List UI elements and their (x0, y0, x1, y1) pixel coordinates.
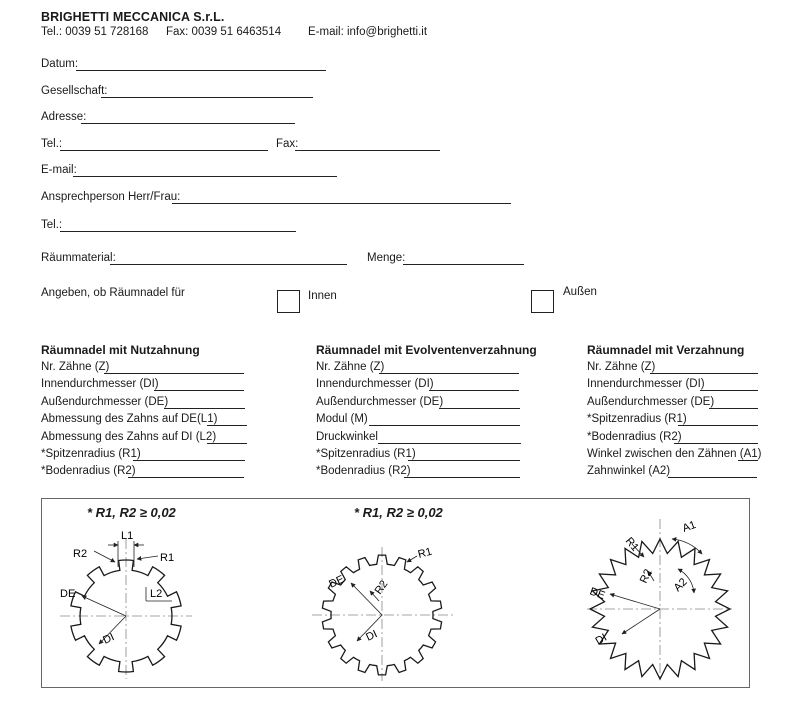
datum-field[interactable] (76, 70, 326, 71)
col2-item-druckwinkel: Druckwinkel (316, 431, 378, 443)
col1-item-r1: *Spitzenradius (R1) (41, 448, 141, 460)
col1-field-di[interactable] (154, 390, 244, 391)
col3-field-z[interactable] (650, 373, 758, 374)
col3-field-a1[interactable] (738, 460, 758, 461)
label-di-d2: DI (364, 628, 380, 644)
fax-label: Fax: (276, 138, 299, 150)
col1-item-de: Außendurchmesser (DE) (41, 396, 169, 408)
col3-field-a2[interactable] (668, 477, 757, 478)
col1-item-r2: *Bodenradius (R2) (41, 465, 136, 477)
ansprechperson-field[interactable] (172, 203, 511, 204)
aussen-checkbox[interactable] (531, 290, 554, 313)
col2-title: Räumnadel mit Evolventenverzahnung (316, 343, 537, 357)
diagram-canvas (42, 499, 751, 689)
col3-item-r1: *Spitzenradius (R1) (587, 413, 687, 425)
aussen-label: Außen (563, 286, 597, 298)
label-di-d3: DI (593, 631, 610, 648)
formula-2: * R1, R2 ≥ 0,02 (354, 505, 443, 520)
col2-field-de[interactable] (439, 408, 520, 409)
diagram-frame (41, 498, 750, 688)
col1-item-di: Innendurchmesser (DI) (41, 378, 159, 390)
label-l1: L1 (121, 530, 134, 542)
tel-label: Tel.: (41, 138, 63, 150)
col2-item-r1: *Spitzenradius (R1) (316, 448, 416, 460)
col2-item-di: Innendurchmesser (DI) (316, 378, 434, 390)
col3-item-a2: Zahnwinkel (A2) (587, 465, 671, 477)
tel-field[interactable] (60, 150, 268, 151)
label-a1: A1 (680, 518, 698, 535)
label-r2-d3: R2 (637, 567, 655, 586)
email-label: E-mail: (41, 164, 77, 176)
involute-diagram (312, 546, 454, 681)
col1-field-l1[interactable] (207, 425, 247, 426)
col3-field-di[interactable] (700, 390, 758, 391)
label-a2: A2 (671, 576, 690, 595)
datum-label: Datum: (41, 58, 79, 70)
serration-diagram (587, 519, 732, 679)
company-fax: Fax: 0039 51 6463514 (166, 26, 282, 38)
tel2-label: Tel.: (41, 219, 63, 231)
innen-checkbox[interactable] (277, 290, 300, 313)
raummaterial-field[interactable] (110, 264, 347, 265)
col2-field-druckwinkel[interactable] (378, 443, 521, 444)
col1-field-de[interactable] (164, 408, 245, 409)
col3-item-a1: Winkel zwischen den Zähnen (A1) (587, 448, 762, 460)
menge-field[interactable] (403, 264, 524, 265)
col2-field-modul[interactable] (369, 425, 520, 426)
company-tel: Tel.: 0039 51 728168 (41, 26, 149, 38)
label-di-d1: DI (101, 631, 117, 647)
col3-item-z: Nr. Zähne (Z) (587, 361, 656, 373)
adresse-field[interactable] (81, 123, 295, 124)
col2-field-r2[interactable] (404, 477, 520, 478)
label-r2-d2: R2 (372, 578, 391, 597)
col3-field-de[interactable] (709, 408, 758, 409)
fax-field[interactable] (295, 150, 440, 151)
col2-field-z[interactable] (379, 373, 519, 374)
col3-item-r2: *Bodenradius (R2) (587, 431, 682, 443)
col1-field-z[interactable] (104, 373, 244, 374)
col2-item-z: Nr. Zähne (Z) (316, 361, 385, 373)
gesellschaft-field[interactable] (101, 97, 313, 98)
col1-field-r2[interactable] (128, 477, 244, 478)
email-field[interactable] (73, 176, 337, 177)
col2-field-di[interactable] (429, 390, 519, 391)
col1-title: Räumnadel mit Nutzahnung (41, 343, 200, 357)
label-de-d2: DE (327, 573, 347, 591)
tel2-field[interactable] (60, 231, 296, 232)
label-de-d1: DE (60, 588, 76, 600)
col2-item-r2: *Bodenradius (R2) (316, 465, 411, 477)
gesellschaft-label: Gesellschaft: (41, 85, 108, 97)
col1-item-l2: Abmessung des Zahns auf DI (L2) (41, 431, 217, 443)
menge-label: Menge: (367, 252, 406, 264)
spline-diagram (60, 530, 192, 679)
label-r1-d3: R1 (622, 535, 641, 554)
col1-item-z: Nr. Zähne (Z) (41, 361, 110, 373)
label-r2-d1: R2 (73, 548, 88, 560)
innen-label: Innen (308, 290, 337, 302)
col3-field-r2[interactable] (674, 443, 758, 444)
adresse-label: Adresse: (41, 111, 87, 123)
col2-item-de: Außendurchmesser (DE) (316, 396, 444, 408)
ansprechperson-label: Ansprechperson Herr/Frau: (41, 191, 181, 203)
company-email: E-mail: info@brighetti.it (308, 26, 428, 38)
col3-item-di: Innendurchmesser (DI) (587, 378, 705, 390)
col1-field-r1[interactable] (133, 460, 245, 461)
formula-1: * R1, R2 ≥ 0,02 (87, 505, 176, 520)
col1-field-l2[interactable] (207, 443, 247, 444)
label-r1-d2: R1 (416, 545, 434, 561)
label-l2: L2 (150, 588, 163, 600)
col3-title: Räumnadel mit Verzahnung (587, 343, 745, 357)
col3-field-r1[interactable] (678, 425, 758, 426)
company-name: BRIGHETTI MECCANICA S.r.L. (41, 10, 225, 24)
label-r1-d1: R1 (160, 552, 175, 564)
raummaterial-label: Räummaterial: (41, 252, 116, 264)
col1-item-l1: Abmessung des Zahns auf DE(L1) (41, 413, 218, 425)
col2-item-modul: Modul (M) (316, 413, 368, 425)
col2-field-r1[interactable] (408, 460, 520, 461)
angeben-label: Angeben, ob Räumnadel für (41, 287, 185, 299)
col3-item-de: Außendurchmesser (DE) (587, 396, 715, 408)
label-de-d3: DE (587, 585, 607, 603)
